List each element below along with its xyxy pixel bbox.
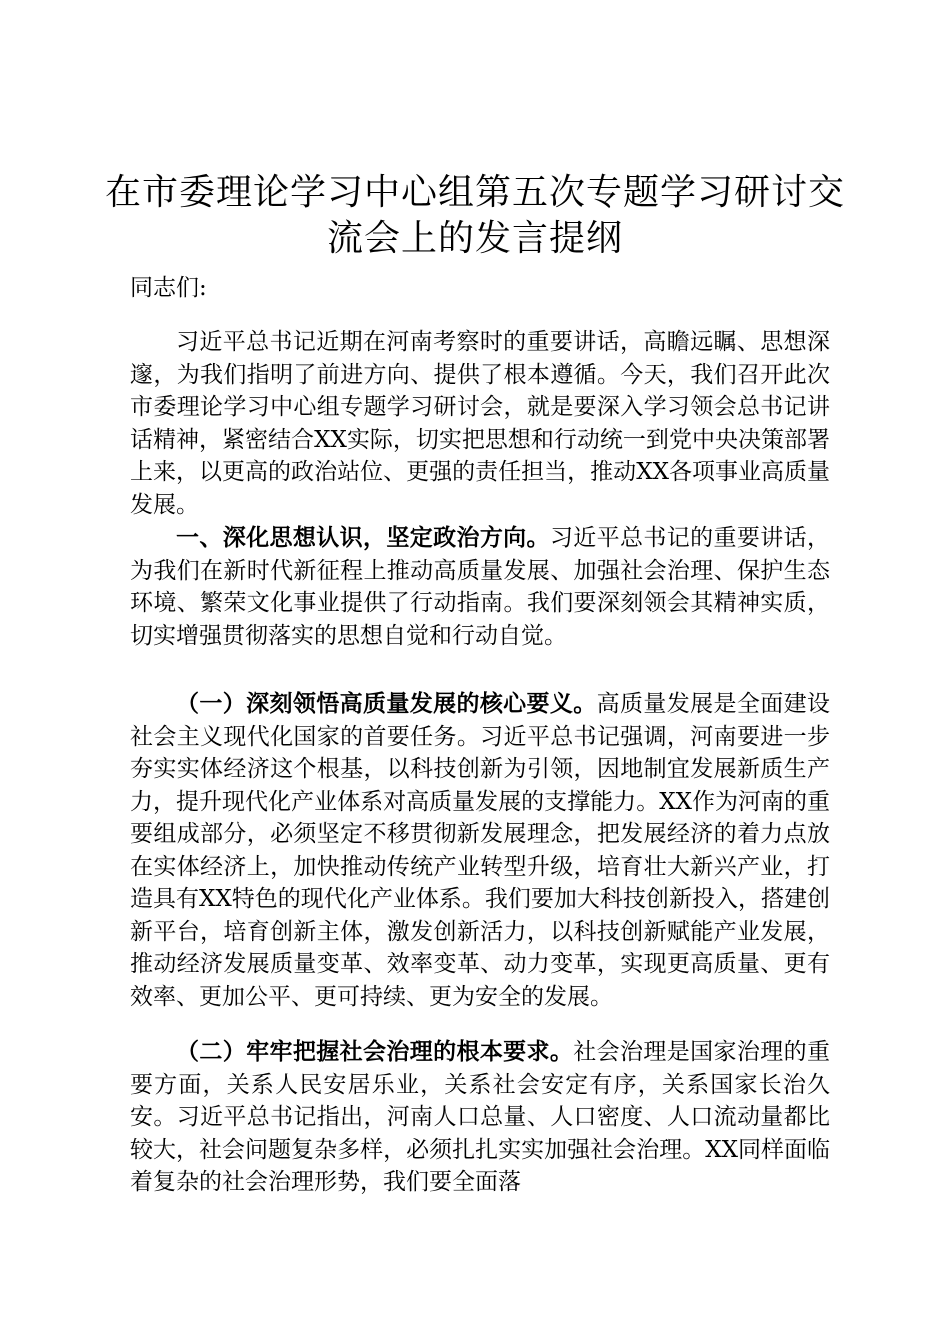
paragraph-heading: （二）牢牢把握社会治理的根本要求。	[176, 1039, 574, 1065]
paragraph-body: 高质量发展是全面建设社会主义现代化国家的首要任务。习近平总书记强调，河南要进一步夯实实体经济这个根基，以科技创新为引领，因地制宜发展新质生产力，提升现代化产业体系对高质量发展的支撑能力。XX作为河南的重要组成部分，必须坚定不移贯彻新发展理念，把发展经济的着力点放在实体经济上，加快推动传统产业转型升级，培育壮大新兴产业，打造具有XX特色的现代化产业体系。我们要加大科技创新投入，搭建创新平台，培育创新主体，激发创新活力，以科技创新赋能产业发展，推动经济发展质量变革、效率变革、动力变革，实现更高质量、更有效率、更加公平、更可持续、更为安全的发展。	[130, 691, 831, 1010]
salutation: 同志们:	[130, 275, 207, 301]
paragraph-subsection-2	[130, 1036, 830, 1199]
paragraph-heading: （一）深刻领悟高质量发展的核心要义。	[176, 691, 597, 717]
document-title: 在市委理论学习中心组第五次专题学习研讨交流会上的发言提纲	[104, 172, 845, 259]
paragraph-body: 社会治理是国家治理的重要方面，关系人民安居乐业，关系社会安定有序，关系国家长治久安。习近平总书记指出，河南人口总量、人口密度、人口流动量都比较大，社会问题复杂多样，必须扎扎实实加强社会治理。XX同样面临着复杂的社会治理形势，我们要全面落	[130, 1039, 831, 1195]
paragraph-subsection-1	[130, 688, 830, 1013]
paragraph-heading: 一、深化思想认识，坚定政治方向。	[176, 525, 550, 551]
paragraph-body: 习近平总书记的重要讲话，为我们在新时代新征程上推动高质量发展、加强社会治理、保护生态环境、繁荣文化事业提供了行动指南。我们要深刻领会其精神实质，切实增强贯彻落实的思想自觉和行动自觉。	[130, 525, 831, 649]
paragraph-body: 习近平总书记近期在河南考察时的重要讲话，高瞻远瞩、思想深邃，为我们指明了前进方向、提供了根本遵循。今天，我们召开此次市委理论学习中心组专题学习研讨会，就是要深入学习领会总书记讲话精神，紧密结合XX实际，切实把思想和行动统一到党中央决策部署上来，以更高的政治站位、更强的责任担当，推动XX各项事业高质量发展。	[130, 329, 830, 518]
paragraph-intro	[130, 326, 830, 521]
paragraph-section-1	[130, 522, 830, 652]
